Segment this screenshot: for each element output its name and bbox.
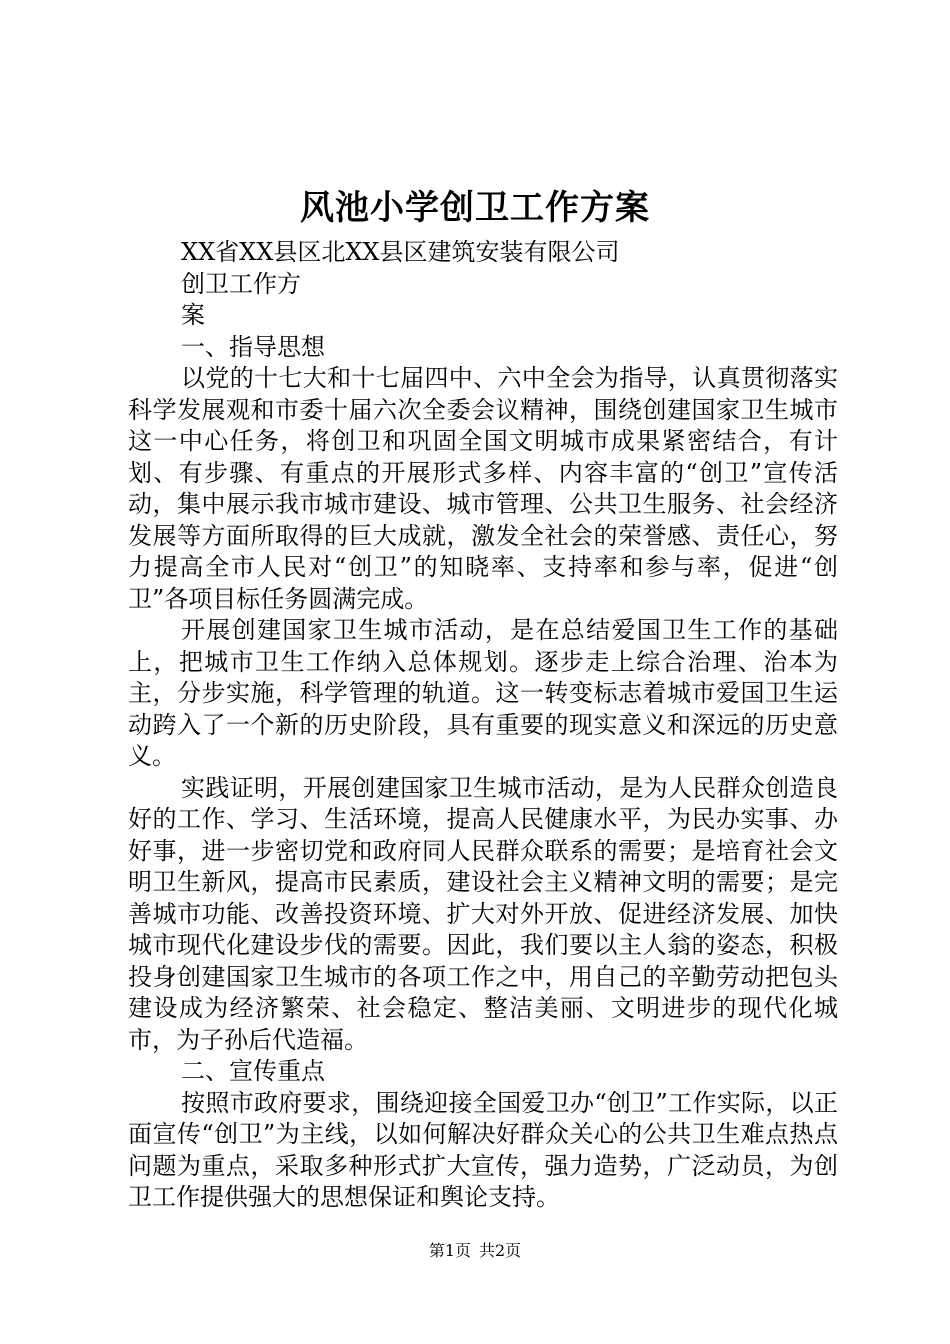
paragraph-practice-proves: 实践证明，开展创建国家卫生城市活动，是为人民群众创造良好的工作、学习、生活环境，提高人民健康水平，为民办实事、办好事，进一步密切党和政府同人民群众联系的需要；是培育社会文明卫生新风，提高市民素质，建设社会主义精神文明的需要；是完善城市功能、改善投资环境、扩大对外开放、促进经济发展、加快城市现代化建设步伐的需要。因此，我们要以主人翁的姿态，积极投身创建国家卫生城市的各项工作之中，用自己的辛勤劳动把包头建设成为经济繁荣、社会稳定、整洁美丽、文明进步的现代化城市，为子孙后代造福。: [128, 773, 838, 1054]
paragraph-guiding-thought: 以党的十七大和十七届四中、六中全会为指导，认真贯彻落实科学发展观和市委十届六次全委会议精神，围绕创建国家卫生城市这一中心任务，将创卫和巩固全国文明城市成果紧密结合，有计划、有步骤、有重点的开展形式多样、内容丰富的“创卫”宣传活动，集中展示我市城市建设、城市管理、公共卫生服务、社会经济发展等方面所取得的巨大成就，激发全社会的荣誉感、责任心，努力提高全市人民对“创卫”的知晓率、支持率和参与率，促进“创卫”各项目标任务圆满完成。: [128, 364, 838, 613]
paragraph-publicity-focus: 按照市政府要求，围绕迎接全国爱卫办“创卫”工作实际，以正面宣传“创卫”为主线，以如何解决好群众关心的公共卫生难点热点问题为重点，采取多种形式扩大宣传，强力造势，广泛动员，为创卫工作提供强大的思想保证和舆论支持。: [128, 1088, 838, 1211]
document-body: [128, 237, 838, 1214]
section-heading-guiding-thought: 一、指导思想: [181, 332, 325, 361]
page-number: 第1页: [428, 1241, 471, 1260]
paragraph-campaign-significance: 开展创建国家卫生城市活动，是在总结爱国卫生工作的基础上，把城市卫生工作纳入总体规划。逐步走上综合治理、治本为主，分步实施，科学管理的轨道。这一转变标志着城市爱国卫生运动跨入了一个新的历史阶段，具有重要的现实意义和深远的历史意义。: [128, 616, 838, 770]
page-total: 共2页: [479, 1241, 522, 1260]
plan-title-line-1: 创卫工作方: [181, 269, 301, 298]
section-heading-publicity-focus: 二、宣传重点: [181, 1057, 325, 1085]
plan-title-line-2: 案: [181, 301, 205, 329]
document-title: 风池小学创卫工作方案: [300, 188, 650, 228]
page-footer: [0, 1240, 950, 1262]
company-line: XX省XX县区北XX县区建筑安装有限公司: [181, 238, 620, 266]
